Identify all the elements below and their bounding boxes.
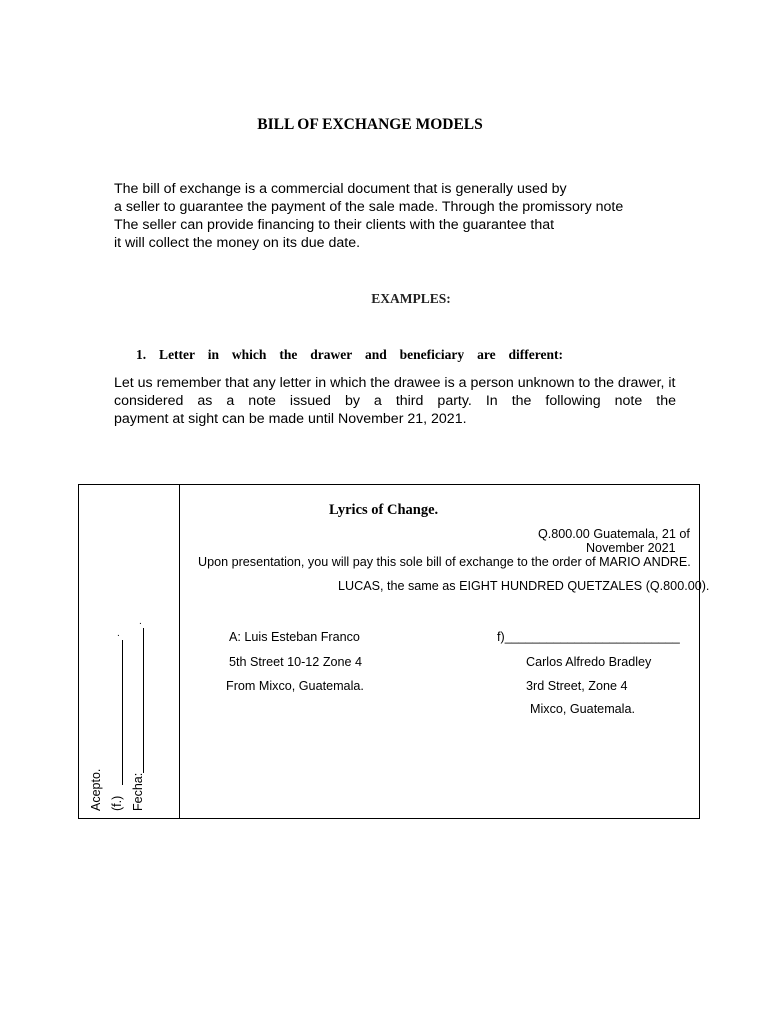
- acceptance-signature-label: (f.): [110, 795, 124, 811]
- acceptance-column-divider: [179, 485, 180, 818]
- bill-title: Lyrics of Change.: [329, 502, 439, 518]
- drawee-address: 5th Street 10-12 Zone 4: [229, 655, 363, 669]
- section-heading: 1. Letter in which the drawer and beneficiary are different:: [136, 347, 563, 362]
- drawer-address: 3rd Street, Zone 4: [526, 679, 628, 693]
- intro-line-4: it will collect the money on its due date.: [114, 235, 361, 251]
- acceptance-signature-line: [122, 640, 123, 785]
- paragraph-line-3: payment at sight can be made until November 21, 2021.: [114, 411, 467, 427]
- acceptance-date-line: [143, 628, 144, 773]
- drawee-name: A: Luis Esteban Franco: [229, 630, 360, 644]
- bill-body-line-2: LUCAS, the same as EIGHT HUNDRED QUETZALES (Q.800.00).: [338, 579, 710, 593]
- examples-heading: EXAMPLES:: [371, 291, 451, 306]
- intro-line-1: The bill of exchange is a commercial document that is generally used by: [114, 181, 567, 197]
- acceptance-date-label: Fecha:: [131, 772, 145, 811]
- drawer-city: Mixco, Guatemala.: [530, 702, 635, 716]
- drawer-name: Carlos Alfredo Bradley: [526, 655, 652, 669]
- amount-place-date-line-1: Q.800.00 Guatemala, 21 of: [538, 527, 690, 541]
- drawer-signature-line: f)_________________________: [497, 630, 680, 644]
- intro-line-2: a seller to guarantee the payment of the sale made. Through the promissory note: [114, 199, 624, 215]
- paragraph-line-2: considered as a note issued by a third party. In the following note the: [114, 393, 676, 409]
- document-title: BILL OF EXCHANGE MODELS: [257, 116, 483, 133]
- date-line-dot: .: [139, 616, 142, 627]
- intro-line-3: The seller can provide financing to their clients with the guarantee that: [114, 217, 555, 233]
- acceptance-label: Acepto.: [89, 768, 103, 811]
- signature-line-dot: .: [117, 628, 120, 639]
- bill-body-line-1: Upon presentation, you will pay this sole bill of exchange to the order of MARIO ANDRE.: [198, 555, 691, 569]
- drawee-city: From Mixco, Guatemala.: [226, 679, 364, 693]
- paragraph-line-1: Let us remember that any letter in which the drawee is a person unknown to the drawer, it: [114, 375, 676, 391]
- amount-place-date-line-2: November 2021: [586, 541, 676, 555]
